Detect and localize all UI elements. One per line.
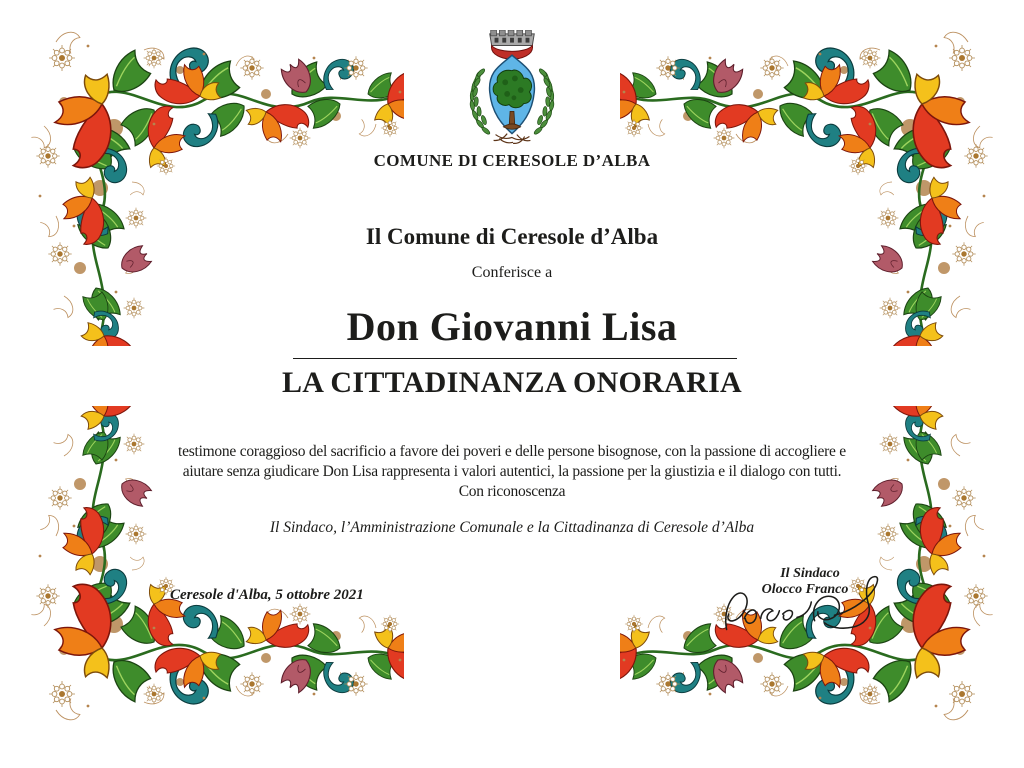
coat-of-arms-icon bbox=[449, 30, 575, 152]
floral-corner-ornament-top-left-icon bbox=[4, 6, 404, 346]
issuer-line: Il Sindaco, l’Amministrazione Comunale e la Cittadinanza di Ceresole d’Alba bbox=[269, 519, 755, 536]
floral-corner-ornament-top-right-icon bbox=[620, 6, 1020, 346]
citation-line: Con riconoscenza bbox=[458, 483, 566, 500]
citation-text bbox=[0, 442, 1024, 502]
municipality-header: COMUNE DI CERESOLE D’ALBA bbox=[373, 151, 651, 170]
confers-label: Conferisce a bbox=[471, 264, 553, 281]
signature-name-label: Olocco Franco bbox=[761, 582, 849, 597]
handwritten-signature-icon bbox=[720, 570, 885, 645]
name-underline-divider bbox=[293, 358, 737, 359]
honor-title: LA CITTADINANZA ONORARIA bbox=[281, 366, 743, 399]
place-and-date: Ceresole d'Alba, 5 ottobre 2021 bbox=[170, 587, 364, 603]
signature-role-label: Il Sindaco bbox=[780, 566, 840, 581]
citation-line: aiutare senza giudicare Don Lisa rappresenta i valori autentici, la passione per la giustizia e il dialogo con tutti. bbox=[182, 463, 842, 480]
recipient-name: Don Giovanni Lisa bbox=[346, 304, 678, 349]
citation-line: testimone coraggioso del sacrificio a favore dei poveri e delle persone bisognose, con la passione di accogliere e bbox=[178, 443, 846, 460]
issuing-body-title: Il Comune di Ceresole d’Alba bbox=[365, 224, 659, 249]
